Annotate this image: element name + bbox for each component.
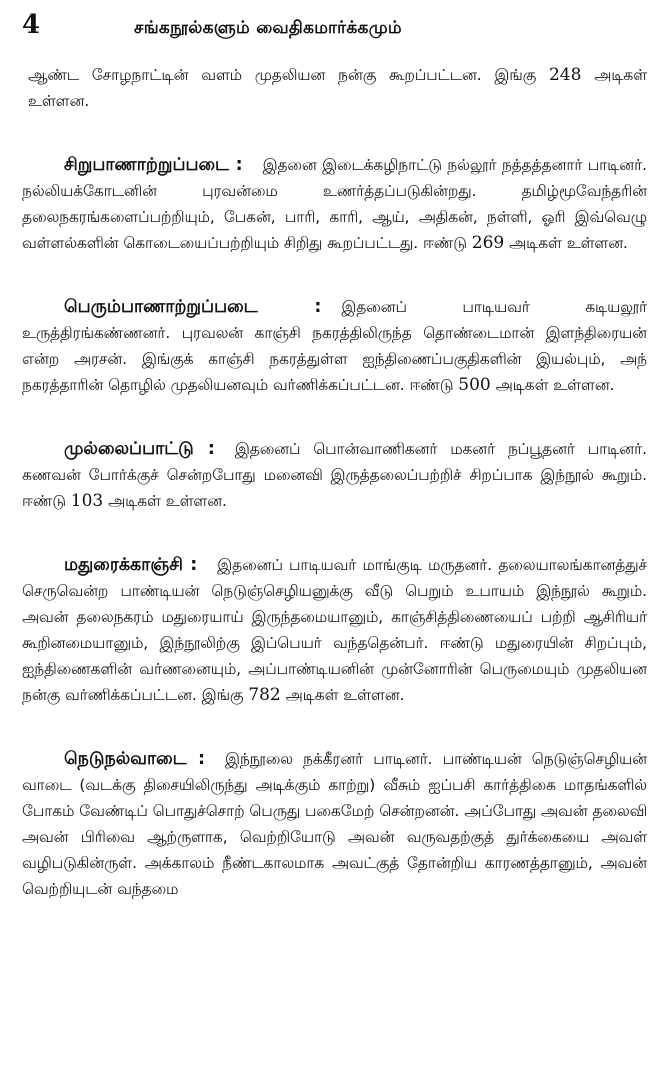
- page-header: [22, 10, 647, 50]
- intro-text-end: அடிகள் உள்ளன.: [28, 66, 648, 110]
- section-sirupanarruppadai: [22, 152, 647, 256]
- section-perumpanarruppadai: [22, 294, 647, 398]
- section-text: இதனைப் பாடியவர் கடியலூர் உருத்திரங்கண்ணனர். புரவலன் காஞ்சி நகரத்திலிருந்த தொண்டைமான் இளந்திரையன் என்ற அரசன். இங்குக் காஞ்சி நகரத்துள்ள ஐந்திணைப்பகுதிகளின் இயல்பும், அந் நகரத்தாரின் தொழில் முதலியனவும் வர்ணிக்கப்பட்டன. ஈண்டு: [22, 298, 647, 394]
- line-count: 103: [70, 491, 104, 511]
- section-text: இதனைப் பாடியவர் மாங்குடி மருதனர். தலையாலங்கானத்துச் செருவென்ற பாண்டியன் நெடுஞ்செழியனுக்கு வீடு பெறும் உபாயம் இந்நூல் கூறும். அவன் தலைநகரம் மதுரையாய் இருந்தமையானும், காஞ்சித்திணையைப் பற்றி ஆசிரியர் கூறினமையானும், இந்நூலிற்கு இப்பெயர் வந்ததென்பர். ஈண்டு மதுரையின் சிறப்பும், ஐந்திணைகளின் வர்ணனையும், அப்பாண்டியனின் முன்னோரின் பெருமையும் முதலியன நன்கு வர்ணிக்கப்பட்டன. இங்கு: [22, 556, 647, 704]
- line-count: 782: [248, 685, 281, 705]
- line-count: 500: [458, 375, 491, 395]
- section-text: இந்நூலை நக்கீரனர் பாடினர். பாண்டியன் நெடுஞ்செழியன் வாடை (வடக்கு திசையிலிருந்து அடிக்கும் காற்று) வீசும் ஐப்பசி கார்த்திகை மாதங்களில் போகம் வேண்டிப் பொதுச்சொற் பெருது பகைமேற் சென்றனன். அப்போது அவன் தலைவி அவன் பிரிவை ஆற்ருளாக, வெற்றியோடு அவன் வருவதற்குத் துர்க்கையை அவள் வழிபடுகின்ருள். அக்காலம் நீண்டகாலமாக அவட்குத் தோன்றிய காரணத்தானும், அவன் வெற்றியுடன் வந்தமை: [22, 750, 647, 898]
- section-term: முல்லைப்பாட்டு :: [64, 439, 215, 459]
- section-text-end: அடிகள் உள்ளன.: [280, 686, 405, 704]
- line-count: 248: [548, 65, 582, 85]
- section-text-end: அடிகள் உள்ளன.: [490, 376, 615, 394]
- section-text-end: அடிகள் உள்ளன.: [103, 492, 227, 510]
- page-number: 4: [22, 10, 41, 40]
- section-text: இதனை இடைக்கழிநாட்டு நல்லூர் நத்தத்தனார் பாடினர். நல்லியக்கோடனின் புரவன்மை உணர்த்தப்படுகின்றது. தமிழ்மூவேந்தரின் தலைநகரங்களைப்பற்றியும், பேகன், பாரி, காரி, ஆய், அதிகன், நள்ளி, ஓரி இவ்வெழு வள்ளல்களின் கொடையைப்பற்றியும் சிறிது கூறப்பட்டது. ஈண்டு: [22, 156, 647, 252]
- section-term: பெரும்பாணாற்றுப்படை :: [64, 297, 322, 317]
- section-nedunalvadai: [22, 746, 647, 902]
- section-maduraikkanchi: [22, 552, 647, 708]
- running-title: சங்கநூல்களும் வைதிகமார்க்கமும்: [134, 18, 402, 38]
- section-mullaippattu: [22, 436, 647, 514]
- section-term: நெடுநல்வாடை :: [64, 749, 205, 769]
- section-term: மதுரைக்காஞ்சி :: [64, 555, 198, 575]
- intro-paragraph: [22, 62, 647, 114]
- intro-text: ஆண்ட சோழநாட்டின் வளம் முதலியன நன்கு கூறப்பட்டன. இங்கு: [28, 66, 549, 84]
- section-text: இதனைப் பொன்வாணிகனர் மகனர் நப்பூதனர் பாடினர். கணவன் போர்க்குச் சென்றபோது மனைவி இருத்தலைப்பற்றிச் சிறப்பாக இந்நூல் கூறும். ஈண்டு: [22, 440, 647, 510]
- section-term: சிறுபாணாற்றுப்படை :: [64, 155, 243, 175]
- page: [22, 10, 647, 902]
- section-text-end: அடிகள் உள்ளன.: [504, 234, 628, 252]
- line-count: 269: [471, 233, 505, 253]
